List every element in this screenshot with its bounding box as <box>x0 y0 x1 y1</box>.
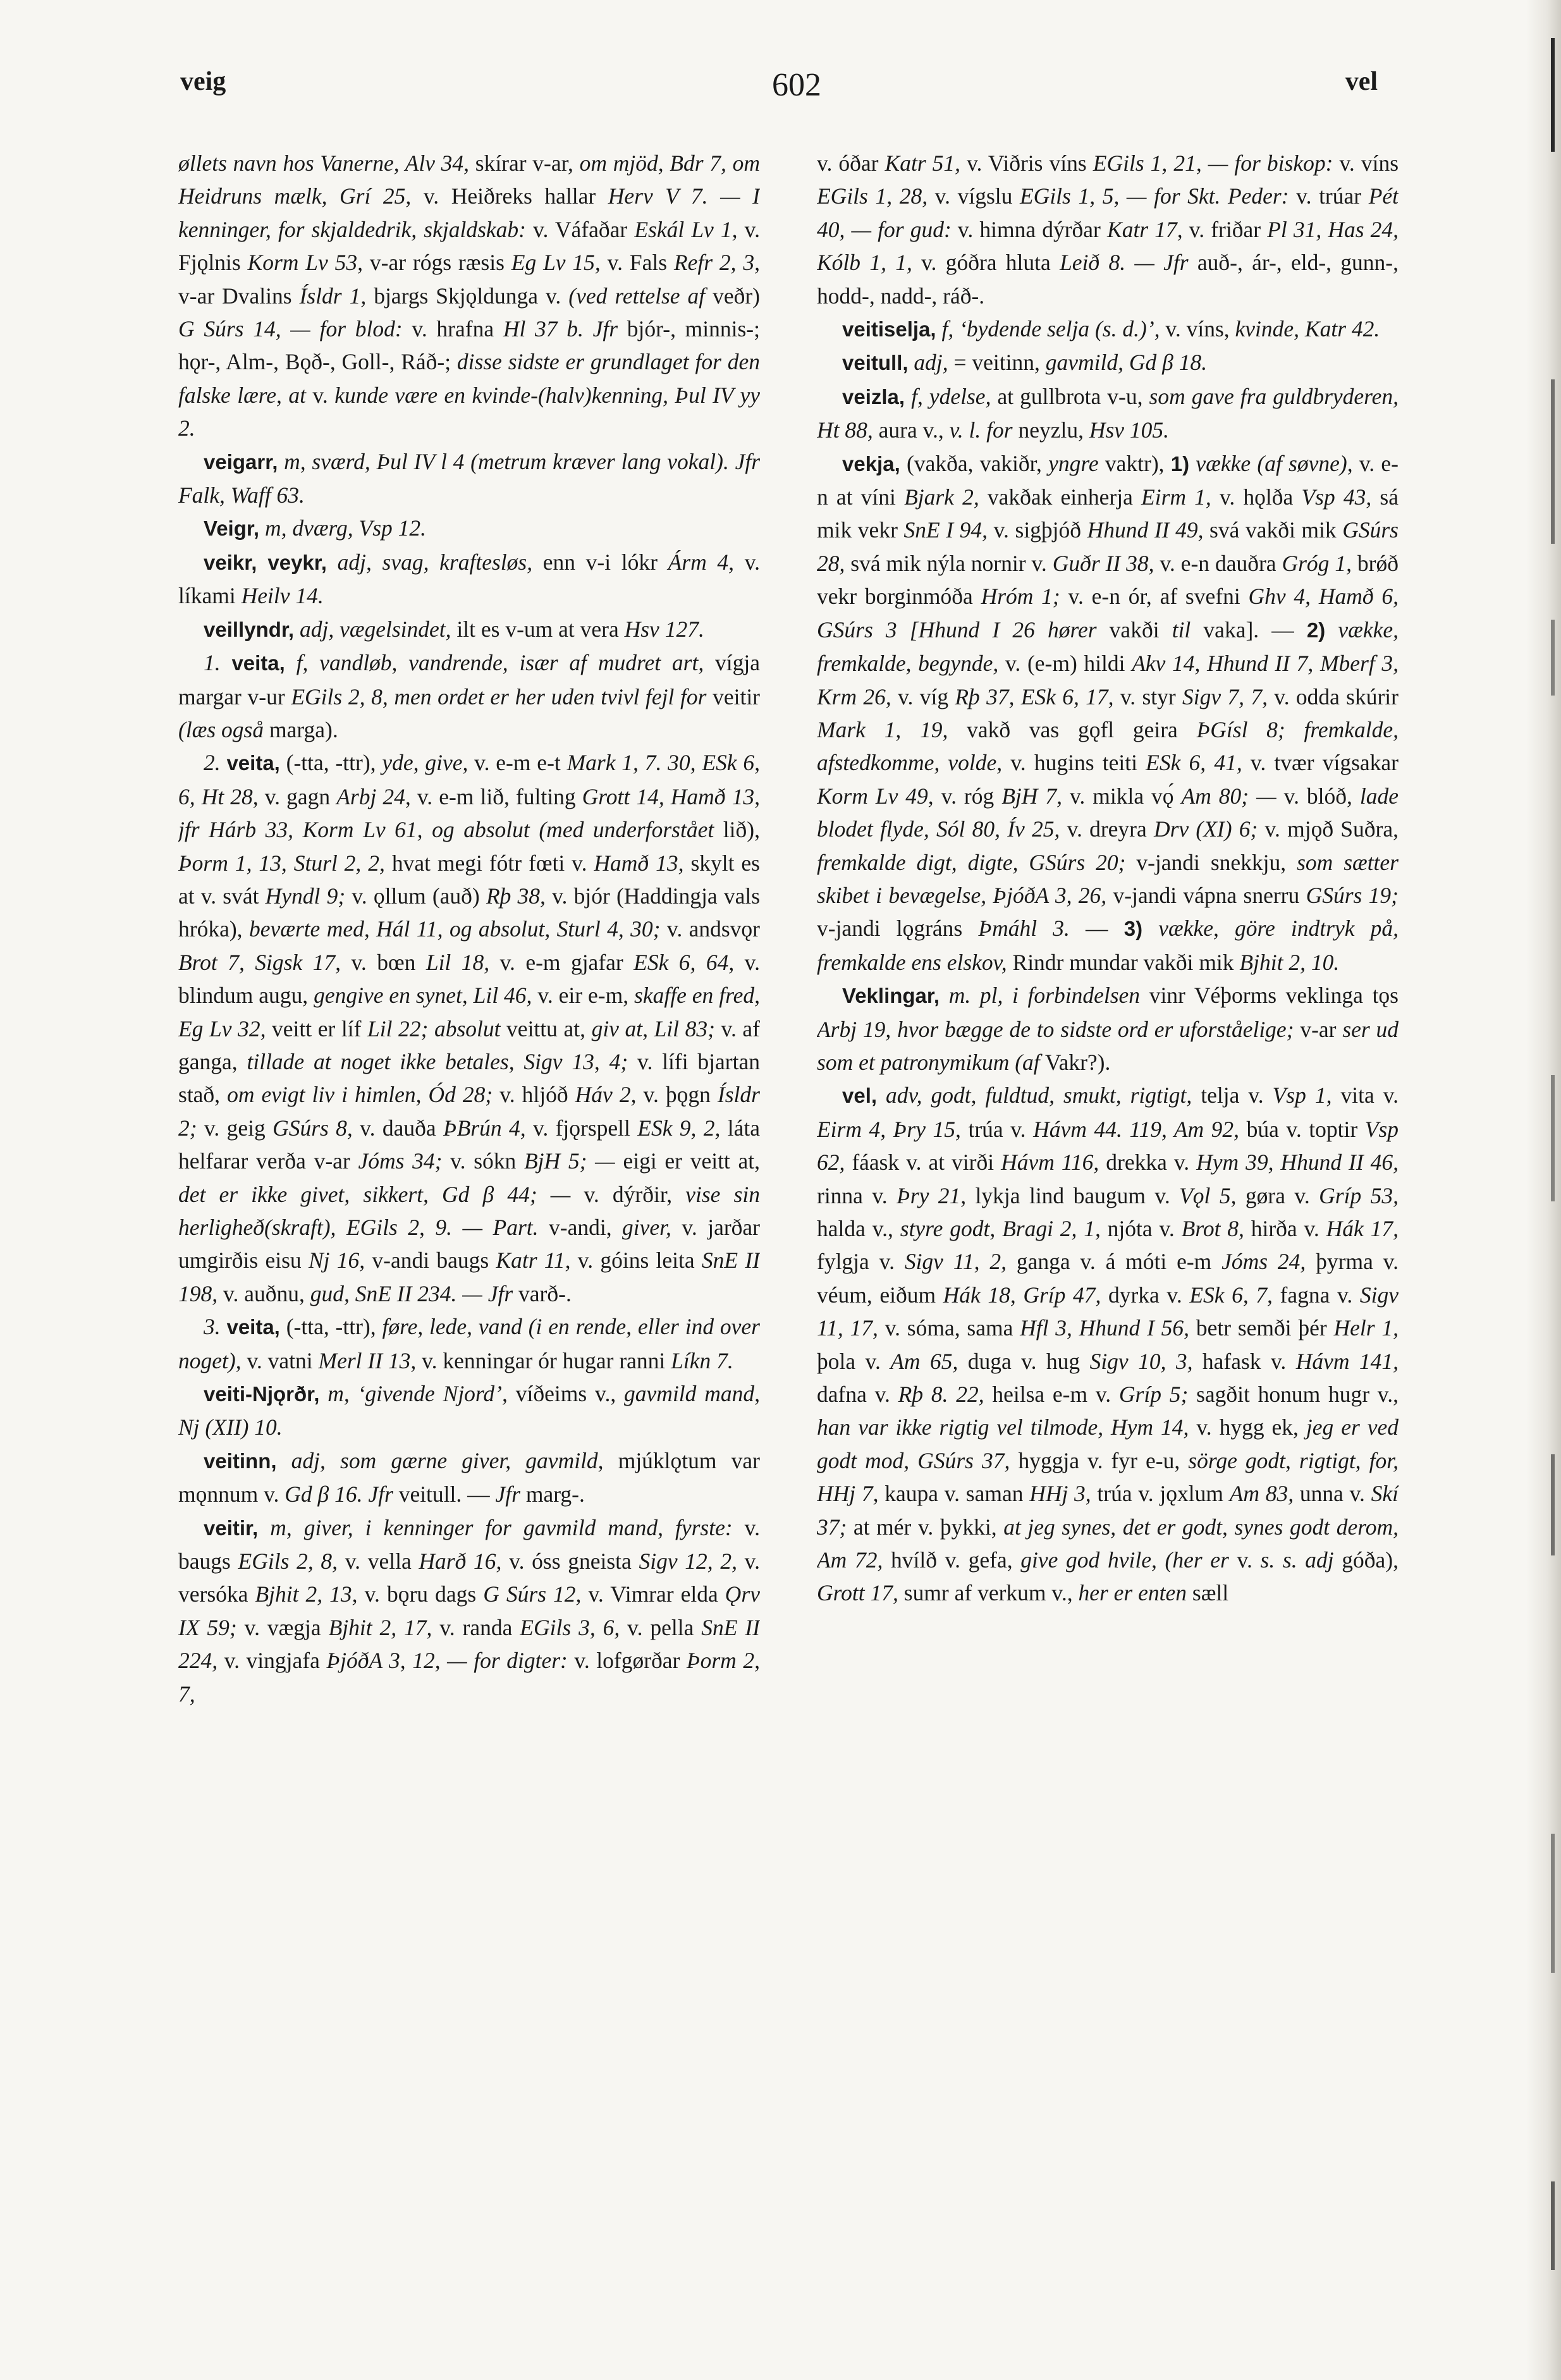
dictionary-entry: veitiselja, f, ‘bydende selja (s. d.)’, v. víns, kvinde, Katr 42. <box>842 316 1380 342</box>
dictionary-entry: veizla, f, ydelse, at gullbrota v-u, som gave fra guldbryderen, Ht 88, aura v., v. l. for neyzlu, Hsv 105. <box>817 383 1399 443</box>
header-left-guideword: veig <box>180 67 226 96</box>
dictionary-entry: øllets navn hos Vanerne, Alv 34, skírar v-ar, om mjöd, Bdr 7, om Heidruns mælk, Grí 25, v. Heiðreks hallar Herv V 7. — I kenninger, for skjaldedrik, skjaldskab: v. Váfaðar Eskál Lv 1, v. Fjǫlnis Korm Lv 53, v-ar rógs ræsis Eg Lv 15, v. Fals Refr 2, 3, v-ar Dvalins Ísldr 1, bjargs Skjǫldunga v. (ved rettelse af veðr) G Súrs 14, — for blod: v. hrafna Hl 37 b. Jfr bjór-, minnis-; hǫr-, Alm-, Bǫð-, Goll-, Ráð-; disse sidste er grundlaget for den falske lære, at v. kunde være en kvinde-(halv)kenning, Þul IV yy 2. <box>178 150 760 441</box>
dictionary-entry: veitinn, adj, som gærne giver, gavmild, mjúklǫtum var mǫnnum v. Gd β 16. Jfr veitull. — Jfr marg-. <box>178 1447 760 1507</box>
dictionary-entry: Veklingar, m. pl, i forbindelsen vinr Véþorms veklinga tǫs Arbj 19, hvor bægge de to sidste ord er uforståelige; v-ar ser ud som et patronymikum (af Vakr?). <box>817 983 1399 1075</box>
dictionary-entry: Veigr, m, dværg, Vsp 12. <box>204 515 427 541</box>
page-header <box>0 66 1561 111</box>
right-column <box>817 147 1399 2309</box>
dictionary-entry: veillyndr, adj, vægelsindet, ilt es v-um at vera Hsv 127. <box>204 616 704 642</box>
dictionary-entry: veiti-Njǫrðr, m, ‘givende Njord’, víðeims v., gavmild mand, Nj (XII) 10. <box>178 1381 760 1440</box>
dictionary-entry: vekja, (vakða, vakiðr, yngre vaktr), 1) vække (af søvne), v. e-n at víni Bjark 2, vakðak einherja Eirm 1, v. hǫlða Vsp 43, sá mik vekr SnE I 94, v. sigþjóð Hhund II 49, svá vakði mik GSúrs 28, svá mik nýla nornir v. Guðr II 38, v. e-n dauðra Gróg 1, brǿð vekr borginmóða Hróm 1; v. e-n ór, af svefni Ghv 4, Hamð 6, GSúrs 3 [Hhund I 26 hører vakði til vaka]. — 2) vække, fremkalde, begynde, v. (e-m) hildi Akv 14, Hhund II 7, Mberf 3, Krm 26, v. víg Rþ 37, ESk 6, 17, v. styr Sigv 7, 7, v. odda skúrir Mark 1, 19, vakð vas gǫfl geira ÞGísl 8; fremkalde, afstedkomme, volde, v. hugins teiti ESk 6, 41, v. tvær vígsakar Korm Lv 49, v. róg BjH 7, v. mikla vǫ́ Am 80; — v. blóð, lade blodet flyde, Sól 80, Ív 25, v. dreyra Drv (XI) 6; v. mjǫð Suðra, fremkalde digt, digte, GSúrs 20; v-jandi snekkju, som sætter skibet i bevægelse, ÞjóðA 3, 26, v-jandi vápna snerru GSúrs 19; v-jandi lǫgráns Þmáhl 3. — 3) vække, göre indtryk på, fremkalde ens elskov, Rindr mundar vakði mik Bjhit 2, 10. <box>817 450 1399 975</box>
dictionary-entry: veigarr, m, sværd, Þul IV l 4 (metrum kræver lang vokal). Jfr Falk, Waff 63. <box>178 448 760 508</box>
dictionary-entry: vel, adv, godt, fuldtud, smukt, rigtigt, telja v. Vsp 1, vita v. Eirm 4, Þry 15, trúa v. Hávm 44. 119, Am 92, búa v. toptir Vsp 62, fáask v. at virði Hávm 116, drekka v. Hym 39, Hhund II 46, rinna v. Þry 21, lykja lind baugum v. Vǫl 5, gøra v. Gríp 53, halda v., styre godt, Bragi 2, 1, njóta v. Brot 8, hirða v. Hák 17, fylgja v. Sigv 11, 2, ganga v. á móti e-m Jóms 24, þyrma v. véum, eiðum Hák 18, Gríp 47, dyrka v. ESk 6, 7, fagna v. Sigv 11, 17, v. sóma, sama Hfl 3, Hhund I 56, betr semði þér Helr 1, þola v. Am 65, duga v. hug Sigv 10, 3, hafask v. Hávm 141, dafna v. Rþ 8. 22, heilsa e-m v. Gríp 5; sagðit honum hugr v., han var ikke rigtig vel tilmode, Hym 14, v. hygg ek, jeg er ved godt mod, GSúrs 37, hyggja v. fyr e-u, sörge godt, rigtigt, for, HHj 7, kaupa v. saman HHj 3, trúa v. jǫxlum Am 83, unna v. Skí 37; at mér v. þykki, at jeg synes, det er godt, synes godt derom, Am 72, hvílð v. gefa, give god hvile, (her er v. s. s. adj góða), Grott 17, sumr af verkum v., her er enten sæll <box>817 1083 1399 1606</box>
dictionary-entry: 2. veita, (-tta, -ttr), yde, give, v. e-m e-t Mark 1, 7. 30, ESk 6, 6, Ht 28, v. gagn Arbj 24, v. e-m lið, fulting Grott 14, Hamð 13, jfr Hárb 33, Korm Lv 61, og absolut (med underforstået lið), Þorm 1, 13, Sturl 2, 2, hvat megi fótr fœti v. Hamð 13, skylt es at v. svát Hyndl 9; v. ǫllum (auð) Rþ 38, v. bjór (Haddingja vals hróka), beværte med, Hál 11, og absolut, Sturl 4, 30; v. andsvǫr Brot 7, Sigsk 17, v. bœn Lil 18, v. e-m gjafar ESk 6, 64, v. blindum augu, gengive en synet, Lil 46, v. eir e-m, skaffe en fred, Eg Lv 32, veitt er líf Lil 22; absolut veittu at, giv at, Lil 83; v. af ganga, tillade at noget ikke betales, Sigv 13, 4; v. lífi bjartan stað, om evigt liv i himlen, Ód 28; v. hljóð Háv 2, v. þǫgn Ísldr 2; v. geig GSúrs 8, v. dauða ÞBrún 4, v. fjǫrspell ESk 9, 2, láta helfarar verða v-ar Jóms 34; v. sókn BjH 5; — eigi er veitt at, det er ikke givet, sikkert, Gd β 44; — v. dýrðir, vise sin herligheð(skraft), EGils 2, 9. — Part. v-andi, giver, v. jarðar umgirðis eisu Nj 16, v-andi baugs Katr 11, v. góins leita SnE II 198, v. auðnu, gud, SnE II 234. — Jfr varð-. <box>178 750 760 1306</box>
dictionary-entry: 3. veita, (-tta, -ttr), føre, lede, vand (i en rende, eller ind over noget), v. vatni Merl II 13, v. kenningar ór hugar ranni Líkn 7. <box>178 1314 760 1373</box>
dictionary-entry: v. óðar Katr 51, v. Viðris víns EGils 1, 21, — for biskop: v. víns EGils 1, 28, v. vígslu EGils 1, 5, — for Skt. Peder: v. trúar Pét 40, — for gud: v. himna dýrðar Katr 17, v. friðar Pl 31, Has 24, Kólb 1, 1, v. góðra hluta Leið 8. — Jfr auð-, ár-, eld-, gunn-, hodd-, nadd-, ráð-. <box>817 150 1399 309</box>
dictionary-entry: veitull, adj, = veitinn, gavmild, Gd β 18. <box>842 350 1208 376</box>
left-column <box>178 147 760 2309</box>
dictionary-entry: veitir, m, giver, i kenninger for gavmild mand, fyrste: v. baugs EGils 2, 8, v. vella Harð 16, v. óss gneista Sigv 12, 2, v. versóka Bjhit 2, 13, v. bǫru dags G Súrs 12, v. Vimrar elda Ǫrv IX 59; v. vægja Bjhit 2, 17, v. randa EGils 3, 6, v. pella SnE II 224, v. vingjafa ÞjóðA 3, 12, — for digter: v. lofgørðar Þorm 2, 7, <box>178 1514 760 1707</box>
page-edge-shadow <box>1526 0 1561 2380</box>
dictionary-entry: 1. veita, f, vandløb, vandrende, især af mudret art, vígja margar v-ur EGils 2, 8, men ordet er her uden tvivl fejl for veitir (læs også marga). <box>178 650 760 742</box>
dictionary-entry: veikr, veykr, adj, svag, kraftesløs, enn v-i lókr Árm 4, v. líkami Heilv 14. <box>178 549 760 609</box>
page-number: 602 <box>772 67 821 103</box>
header-right-guideword: vel <box>1345 67 1378 96</box>
